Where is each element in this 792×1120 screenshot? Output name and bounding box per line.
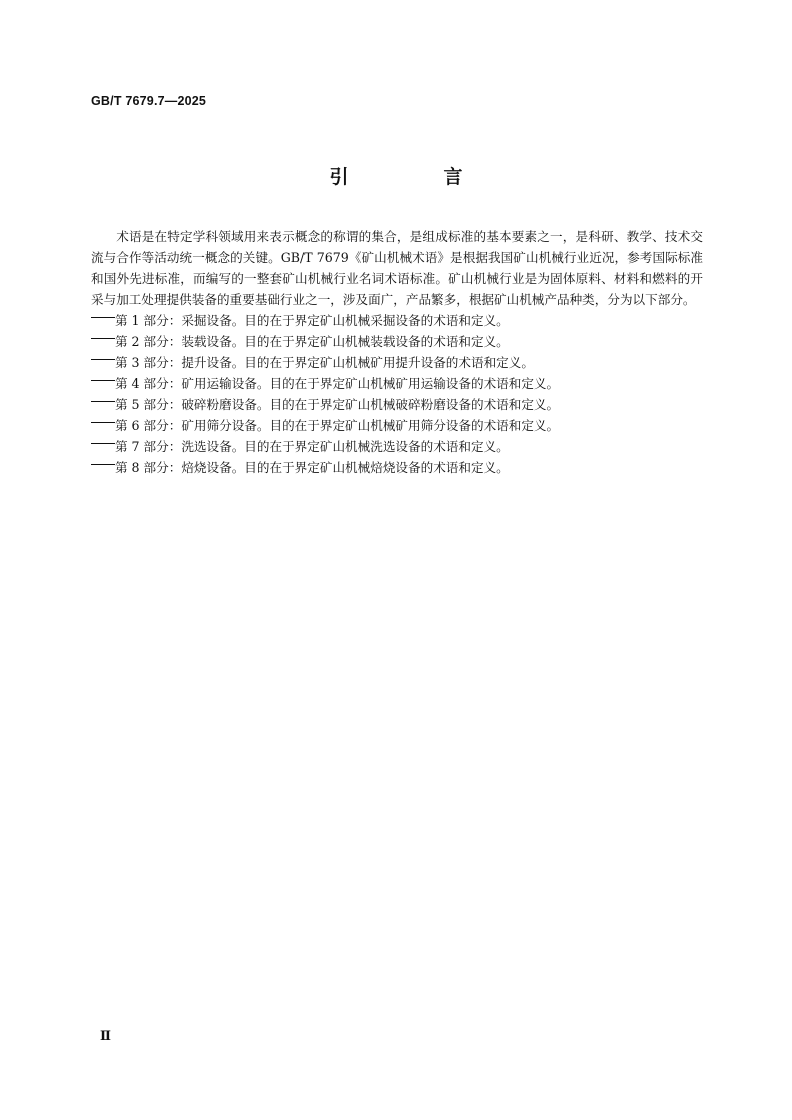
introduction-body (91, 226, 703, 478)
list-item-part-7 (91, 436, 703, 457)
section-title: 引 言 (329, 166, 501, 188)
part-1-text: 第 1 部分：采掘设备。目的在于界定矿山机械采掘设备的术语和定义。 (114, 313, 509, 328)
standard-number-header: GB/T 7679.7—2025 (91, 94, 207, 108)
list-item-part-2 (91, 331, 703, 352)
dash-marker (91, 380, 115, 381)
list-item-part-5 (91, 394, 703, 415)
intro-paragraph: 术语是在特定学科领域用来表示概念的称谓的集合，是组成标准的基本要素之一，是科研、教学、技术交流与合作等活动统一概念的关键。GB/T 7679《矿山机械术语》是根据我国矿山机械行业近况，参考国际标准和国外先进标准，而编写的一整套矿山机械行业名词术语标准。矿山机械行业是为固体原料、材料和燃料的开采与加工处理提供装备的重要基础行业之一，涉及面广，产品繁多，根据矿山机械产品种类，分为以下部分。 (91, 229, 703, 307)
dash-marker (91, 338, 115, 339)
part-8-text: 第 8 部分：焙烧设备。目的在于界定矿山机械焙烧设备的术语和定义。 (114, 460, 509, 475)
dash-marker (91, 464, 115, 465)
part-7-text: 第 7 部分：洗选设备。目的在于界定矿山机械洗选设备的术语和定义。 (114, 439, 509, 454)
part-6-text: 第 6 部分：矿用筛分设备。目的在于界定矿山机械矿用筛分设备的术语和定义。 (114, 418, 560, 433)
part-5-text: 第 5 部分：破碎粉磨设备。目的在于界定矿山机械破碎粉磨设备的术语和定义。 (114, 397, 560, 412)
list-item-part-4 (91, 373, 703, 394)
dash-marker (91, 443, 115, 444)
part-3-text: 第 3 部分：提升设备。目的在于界定矿山机械矿用提升设备的术语和定义。 (114, 355, 534, 370)
list-item-part-6 (91, 415, 703, 436)
parts-list (91, 310, 703, 478)
dash-marker (91, 359, 115, 360)
list-item-part-1 (91, 310, 703, 331)
part-2-text: 第 2 部分：装载设备。目的在于界定矿山机械装载设备的术语和定义。 (114, 334, 509, 349)
list-item-part-3 (91, 352, 703, 373)
part-4-text: 第 4 部分：矿用运输设备。目的在于界定矿山机械矿用运输设备的术语和定义。 (114, 376, 560, 391)
page-number: Ⅱ (100, 1029, 111, 1044)
dash-marker (91, 422, 115, 423)
list-item-part-8 (91, 457, 703, 478)
dash-marker (91, 401, 115, 402)
dash-marker (91, 317, 115, 318)
